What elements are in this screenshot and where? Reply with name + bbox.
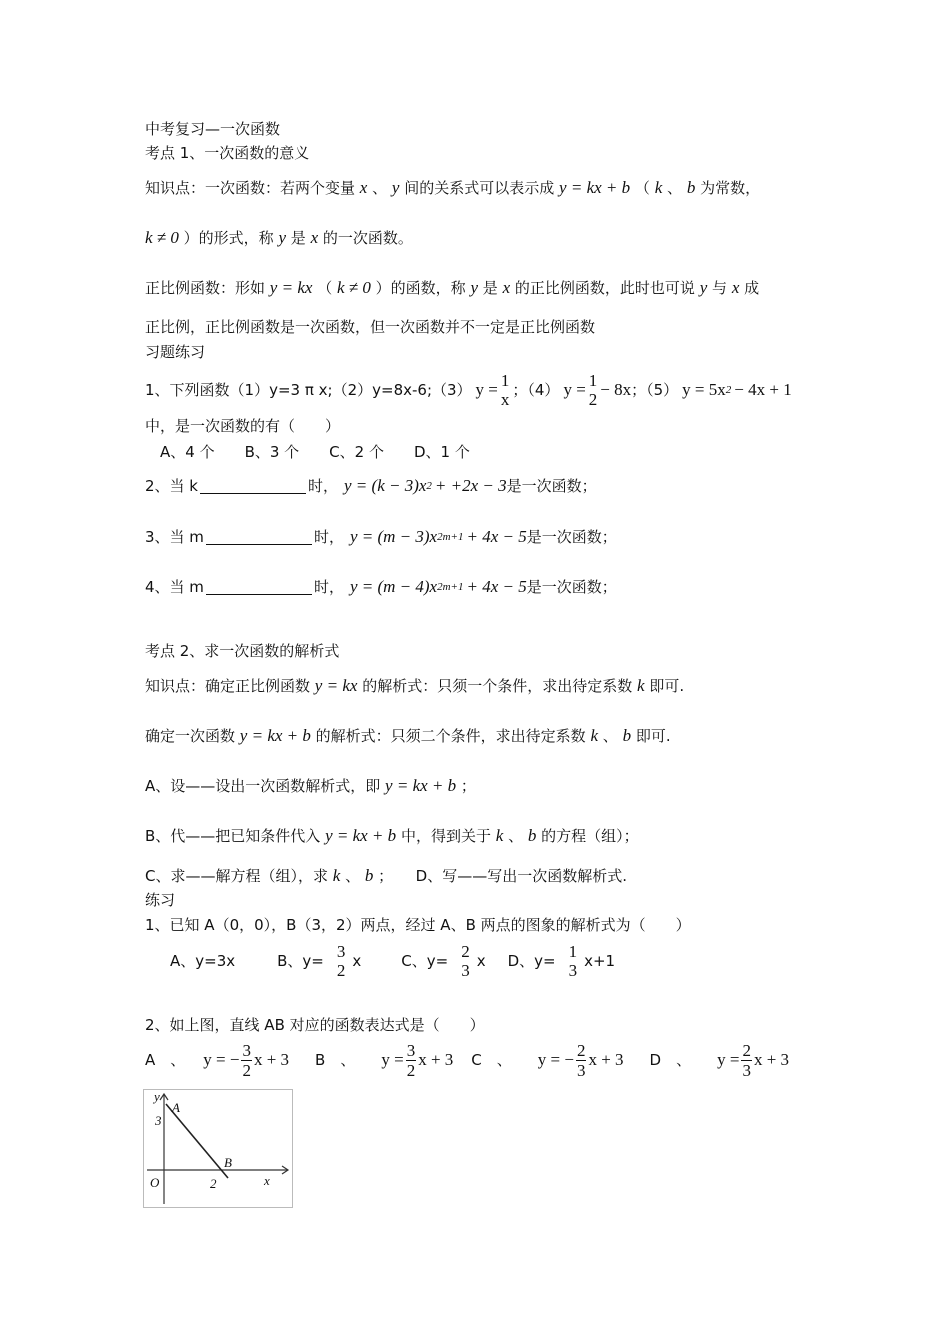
- step-a: A、设——设出一次函数解析式，即 y = kx + b ；: [145, 776, 476, 795]
- question-1-tail: 中，是一次函数的有（ ）: [145, 417, 341, 435]
- fraction-2-over-3: $\frac{2}{3}$: [576, 1040, 586, 1080]
- tick-y-3: 3: [155, 1113, 162, 1128]
- exercise-2: 2、如上图，直线 AB 对应的函数表达式是（ ）: [145, 1016, 485, 1034]
- section-heading-1: 考点 1、一次函数的意义: [145, 144, 310, 162]
- step-b: B、代——把已知条件代入 y = kx + b 中，得到关于 k 、 b 的方程（组）；: [145, 826, 639, 845]
- point-a-label: A: [172, 1100, 180, 1115]
- proportional-definition-2: 正比例，正比例函数是一次函数，但一次函数并不一定是正比例函数: [145, 318, 596, 336]
- fraction-1-over-3: 1 3: [568, 942, 578, 980]
- answer-blank[interactable]: [200, 479, 306, 494]
- proportional-definition: 正比例函数：形如 y = kx （ k ≠ 0 ）的函数，称 y 是 x 的正比例函数，此时也可说 y 与 x 成: [145, 278, 760, 297]
- question-3: 3、当 m 时， y = (m − 3)x 2m+1 + 4x − 5 是一次函数；: [145, 527, 617, 546]
- practice-heading-2: 练习: [145, 891, 176, 909]
- knowledge-point-1: 知识点：确定正比例函数 y = kx 的解析式：只须一个条件，求出待定系数 k 即可.: [145, 676, 685, 695]
- origin-label: O: [150, 1175, 160, 1190]
- fraction-2-over-3: $\frac{2}{3}$: [742, 1040, 751, 1080]
- knowledge-point-2: 确定一次函数 y = kx + b 的解析式：只须二个条件，求出待定系数 k 、 b 即可.: [145, 726, 671, 745]
- practice-heading: 习题练习: [145, 343, 206, 361]
- line-ab: [166, 1104, 228, 1178]
- fraction-3-over-2: $\frac{3}{2}$: [242, 1040, 251, 1080]
- section-heading-2: 考点 2、求一次函数的解析式: [145, 642, 340, 660]
- fraction-1-over-2: 1 2: [588, 371, 598, 409]
- fraction-3-over-2: 3 2: [336, 942, 346, 980]
- fraction-1-over-x: 1 x: [500, 371, 510, 409]
- question-1-options: A、4 个 B、3 个 C、2 个 D、1 个: [145, 443, 470, 461]
- page-title: 中考复习—一次函数: [145, 120, 281, 138]
- tick-x-2: 2: [210, 1176, 217, 1191]
- answer-blank[interactable]: [206, 530, 312, 545]
- fraction-3-over-2: $\frac{3}{2}$: [406, 1040, 416, 1080]
- question-4: 4、当 m 时， y = (m − 4)x 2m+1 + 4x − 5 是一次函数；: [145, 577, 617, 596]
- y-axis-label: y: [154, 1090, 160, 1104]
- question-2: 2、当 k 时， y = (k − 3)x 2 + +2x − 3 是一次函数；: [145, 476, 597, 495]
- graph-svg: [144, 1090, 292, 1207]
- line-graph: [143, 1089, 293, 1208]
- point-b-label: B: [224, 1155, 232, 1170]
- answer-blank[interactable]: [206, 580, 312, 595]
- step-c-d: C、求——解方程（组），求 k 、 b ； D、写——写出一次函数解析式.: [145, 866, 627, 885]
- exercise-2-options: A 、 y = − $\frac{3}{2}$ x + 3 B 、 y = $\frac{3}{2}$ x + 3 C 、 y = − $\frac{2}{3}$ x + 3 D 、 y = $\frac{2}{3}$ x + 3: [145, 1040, 790, 1080]
- fraction-2-over-3: 2 3: [461, 942, 470, 980]
- definition-line-2: k ≠ 0 ）的形式，称 y 是 x 的一次函数。: [145, 228, 413, 247]
- x-axis-label: x: [264, 1173, 270, 1188]
- exercise-1: 1、已知 A（0，0），B（3，2）两点，经过 A、B 两点的图象的解析式为（ ）: [145, 916, 691, 934]
- exercise-1-options: A、y=3x B、y= 3 2 x C、y= 2 3 x D、y= 1 3 x+1: [170, 942, 616, 980]
- question-1: 1、下列函数（1）y=3 π x;（2）y=8x-6;（3） y = 1 x ；（4） y = 1 2 − 8x ；（5） y = 5x 2 − 4x + 1: [145, 371, 792, 409]
- definition-line: 知识点：一次函数：若两个变量 x 、 y 间的关系式可以表示成 y = kx + b （ k 、 b 为常数，: [145, 178, 761, 197]
